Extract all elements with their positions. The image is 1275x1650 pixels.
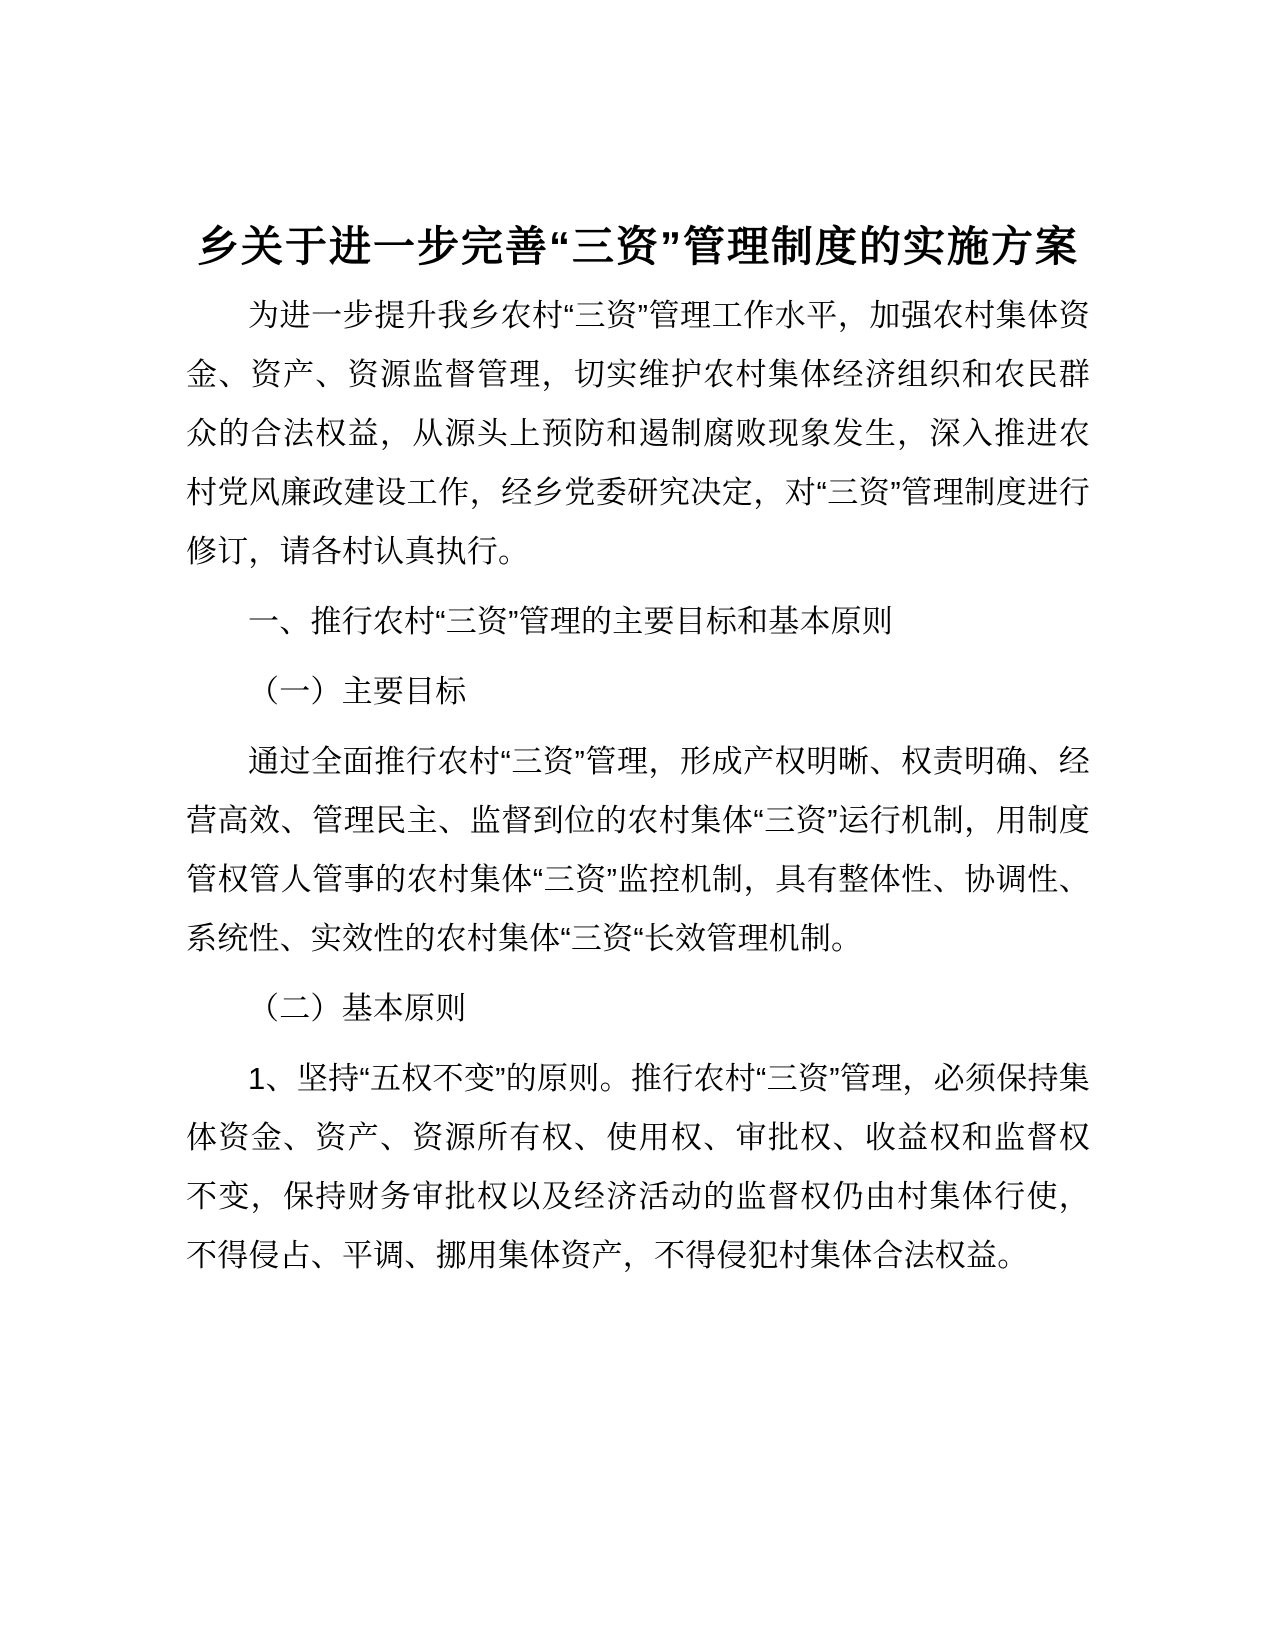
document-title: 乡关于进一步完善“三资”管理制度的实施方案	[196, 223, 1079, 270]
heading-basic-principles: （二）基本原则	[248, 991, 467, 1026]
paragraph-main-goal: 通过全面推行农村“三资”管理，形成产权明晰、权责明确、经营高效、管理民主、监督到位的农村集体“三资”运行机制，用制度管权管人管事的农村集体“三资”监控机制，具有整体性、协调性、系统性、实效性的农村集体“三资“长效管理机制。	[186, 744, 1090, 956]
heading-main-goal: （一）主要目标	[248, 674, 467, 709]
paragraph-intro: 为进一步提升我乡农村“三资”管理工作水平，加强农村集体资金、资产、资源监督管理，切实维护农村集体经济组织和农民群众的合法权益，从源头上预防和遏制腐败现象发生，深入推进农村党风廉政建设工作，经乡党委研究决定，对“三资”管理制度进行修订，请各村认真执行。	[186, 298, 1090, 569]
heading-section-one: 一、推行农村“三资”管理的主要目标和基本原则	[248, 604, 894, 639]
paragraph-principle-1: 1、坚持“五权不变”的原则。推行农村“三资”管理，必须保持集体资金、资产、资源所有权、使用权、审批权、收益权和监督权不变，保持财务审批权以及经济活动的监督权仍由村集体行使，不得侵占、平调、挪用集体资产，不得侵犯村集体合法权益。	[186, 1061, 1090, 1273]
